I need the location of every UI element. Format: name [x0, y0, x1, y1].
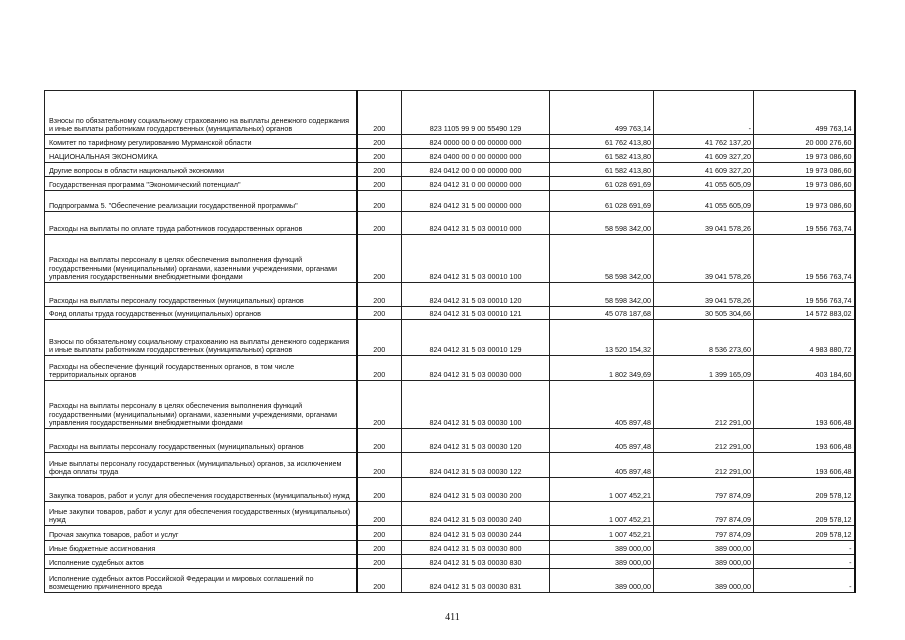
table-row: [45, 149, 855, 163]
row-value-3-cell: 193 606,48: [754, 453, 855, 478]
row-value-1-cell: 61 582 413,80: [550, 149, 654, 163]
row-value-2-cell: 389 000,00: [654, 569, 754, 593]
row-value-2-cell: 41 762 137,20: [654, 135, 754, 149]
row-kbk-cell: 824 0412 31 5 03 00010 100: [402, 235, 550, 283]
row-kbk-cell: 824 0412 31 0 00 00000 000: [402, 177, 550, 191]
row-code-cell: 200: [357, 429, 402, 453]
row-code-cell: 200: [357, 526, 402, 541]
table-row: [45, 212, 855, 235]
row-name-cell: Другие вопросы в области национальной экономики: [45, 163, 357, 177]
row-name-cell: Исполнение судебных актов: [45, 555, 357, 569]
row-value-2-cell: 41 055 605,09: [654, 191, 754, 212]
row-code-cell: 200: [357, 212, 402, 235]
row-value-3-cell: 19 556 763,74: [754, 212, 855, 235]
row-value-3-cell: 193 606,48: [754, 381, 855, 429]
row-name-cell: Расходы на выплаты персоналу государственных (муниципальных) органов: [45, 283, 357, 307]
row-code-cell: 200: [357, 356, 402, 381]
row-value-2-cell: 797 874,09: [654, 526, 754, 541]
table-row: [45, 478, 855, 502]
row-code-cell: 200: [357, 149, 402, 163]
row-value-2-cell: 389 000,00: [654, 541, 754, 555]
row-name-cell: Иные закупки товаров, работ и услуг для обеспечения государственных (муниципальных) нужд: [45, 502, 357, 526]
row-name-cell: Иные выплаты персоналу государственных (муниципальных) органов, за исключением фонда оплаты труда: [45, 453, 357, 478]
row-value-1-cell: 45 078 187,68: [550, 307, 654, 320]
row-value-2-cell: 30 505 304,66: [654, 307, 754, 320]
row-value-3-cell: 209 578,12: [754, 502, 855, 526]
row-code-cell: 200: [357, 283, 402, 307]
row-name-cell: Прочая закупка товаров, работ и услуг: [45, 526, 357, 541]
row-value-2-cell: 389 000,00: [654, 555, 754, 569]
row-kbk-cell: 824 0412 31 5 03 00010 121: [402, 307, 550, 320]
row-value-1-cell: 1 007 452,21: [550, 478, 654, 502]
row-value-3-cell: 193 606,48: [754, 429, 855, 453]
table-row: [45, 526, 855, 541]
row-value-3-cell: 4 983 880,72: [754, 320, 855, 356]
row-name-cell: Комитет по тарифному регулированию Мурманской области: [45, 135, 357, 149]
row-name-cell: Расходы на обеспечение функций государственных органов, в том числе территориальных органов: [45, 356, 357, 381]
row-value-1-cell: 405 897,48: [550, 381, 654, 429]
row-value-3-cell: -: [754, 555, 855, 569]
row-value-1-cell: 389 000,00: [550, 541, 654, 555]
row-value-1-cell: 61 028 691,69: [550, 191, 654, 212]
row-value-2-cell: 41 055 605,09: [654, 177, 754, 191]
row-code-cell: 200: [357, 235, 402, 283]
table-row: [45, 356, 855, 381]
row-kbk-cell: 824 0412 31 5 00 00000 000: [402, 191, 550, 212]
row-name-cell: Взносы по обязательному социальному страхованию на выплаты денежного содержания и иные выплаты работникам государственных (муниципальных) органов: [45, 91, 357, 135]
row-value-1-cell: 1 007 452,21: [550, 502, 654, 526]
table-row: [45, 307, 855, 320]
row-kbk-cell: 824 0400 00 0 00 00000 000: [402, 149, 550, 163]
row-kbk-cell: 824 0412 31 5 03 00010 000: [402, 212, 550, 235]
row-value-2-cell: 212 291,00: [654, 381, 754, 429]
row-code-cell: 200: [357, 320, 402, 356]
row-value-2-cell: 797 874,09: [654, 478, 754, 502]
row-kbk-cell: 824 0412 31 5 03 00030 831: [402, 569, 550, 593]
row-code-cell: 200: [357, 555, 402, 569]
row-value-1-cell: 61 028 691,69: [550, 177, 654, 191]
row-value-2-cell: 39 041 578,26: [654, 212, 754, 235]
table-row: [45, 429, 855, 453]
row-value-3-cell: 20 000 276,60: [754, 135, 855, 149]
table-row: [45, 191, 855, 212]
row-code-cell: 200: [357, 478, 402, 502]
row-value-2-cell: 797 874,09: [654, 502, 754, 526]
row-name-cell: Государственная программа "Экономический потенциал": [45, 177, 357, 191]
row-value-3-cell: 403 184,60: [754, 356, 855, 381]
row-value-1-cell: 58 598 342,00: [550, 283, 654, 307]
row-kbk-cell: 824 0412 31 5 03 00030 200: [402, 478, 550, 502]
row-name-cell: Исполнение судебных актов Российской Федерации и мировых соглашений по возмещению причиненного вреда: [45, 569, 357, 593]
table-row: [45, 541, 855, 555]
row-value-1-cell: 389 000,00: [550, 569, 654, 593]
row-value-2-cell: 41 609 327,20: [654, 149, 754, 163]
row-code-cell: 200: [357, 541, 402, 555]
row-name-cell: Расходы на выплаты персоналу государственных (муниципальных) органов: [45, 429, 357, 453]
row-value-1-cell: 1 007 452,21: [550, 526, 654, 541]
row-value-1-cell: 61 762 413,80: [550, 135, 654, 149]
row-name-cell: Закупка товаров, работ и услуг для обеспечения государственных (муниципальных) нужд: [45, 478, 357, 502]
row-kbk-cell: 824 0412 31 5 03 00030 800: [402, 541, 550, 555]
row-kbk-cell: 823 1105 99 9 00 55490 129: [402, 91, 550, 135]
row-value-2-cell: 212 291,00: [654, 429, 754, 453]
table-row: [45, 135, 855, 149]
row-kbk-cell: 824 0412 31 5 03 00030 122: [402, 453, 550, 478]
row-value-1-cell: 1 802 349,69: [550, 356, 654, 381]
row-value-2-cell: 39 041 578,26: [654, 235, 754, 283]
row-name-cell: Подпрограмма 5. "Обеспечение реализации государственной программы": [45, 191, 357, 212]
row-value-2-cell: 41 609 327,20: [654, 163, 754, 177]
row-value-3-cell: 19 973 086,60: [754, 191, 855, 212]
row-value-1-cell: 499 763,14: [550, 91, 654, 135]
row-kbk-cell: 824 0000 00 0 00 00000 000: [402, 135, 550, 149]
row-kbk-cell: 824 0412 31 5 03 00030 244: [402, 526, 550, 541]
row-value-2-cell: -: [654, 91, 754, 135]
row-code-cell: 200: [357, 381, 402, 429]
row-value-3-cell: 19 973 086,60: [754, 149, 855, 163]
row-kbk-cell: 824 0412 31 5 03 00030 000: [402, 356, 550, 381]
row-value-3-cell: -: [754, 541, 855, 555]
row-value-1-cell: 405 897,48: [550, 429, 654, 453]
row-name-cell: НАЦИОНАЛЬНАЯ ЭКОНОМИКА: [45, 149, 357, 163]
row-code-cell: 200: [357, 307, 402, 320]
row-value-3-cell: 19 556 763,74: [754, 235, 855, 283]
row-kbk-cell: 824 0412 00 0 00 00000 000: [402, 163, 550, 177]
row-value-2-cell: 39 041 578,26: [654, 283, 754, 307]
table-row: [45, 283, 855, 307]
table-row: [45, 381, 855, 429]
table-row: [45, 91, 855, 135]
budget-table-container: [44, 90, 854, 593]
row-code-cell: 200: [357, 135, 402, 149]
row-value-3-cell: 14 572 883,02: [754, 307, 855, 320]
row-value-1-cell: 58 598 342,00: [550, 235, 654, 283]
row-name-cell: Фонд оплаты труда государственных (муниципальных) органов: [45, 307, 357, 320]
row-value-1-cell: 405 897,48: [550, 453, 654, 478]
page-number: 411: [445, 612, 460, 623]
row-value-3-cell: 19 973 086,60: [754, 163, 855, 177]
row-value-2-cell: 8 536 273,60: [654, 320, 754, 356]
table-row: [45, 453, 855, 478]
table-row: [45, 235, 855, 283]
row-value-3-cell: 19 973 086,60: [754, 177, 855, 191]
row-value-3-cell: 19 556 763,74: [754, 283, 855, 307]
table-row: [45, 569, 855, 593]
row-name-cell: Расходы на выплаты по оплате труда работников государственных органов: [45, 212, 357, 235]
row-name-cell: Иные бюджетные ассигнования: [45, 541, 357, 555]
row-name-cell: Взносы по обязательному социальному страхованию на выплаты денежного содержания и иные выплаты работникам государственных (муниципальных) органов: [45, 320, 357, 356]
row-code-cell: 200: [357, 502, 402, 526]
row-kbk-cell: 824 0412 31 5 03 00010 129: [402, 320, 550, 356]
table-row: [45, 502, 855, 526]
budget-table: [44, 90, 856, 593]
row-name-cell: Расходы на выплаты персоналу в целях обеспечения выполнения функций государственными (муниципальными) органами, казенными учреждениями, органами управления государственными внебюджетными фондами: [45, 235, 357, 283]
row-value-1-cell: 13 520 154,32: [550, 320, 654, 356]
row-value-3-cell: 499 763,14: [754, 91, 855, 135]
row-code-cell: 200: [357, 177, 402, 191]
row-value-3-cell: 209 578,12: [754, 478, 855, 502]
row-kbk-cell: 824 0412 31 5 03 00030 830: [402, 555, 550, 569]
row-code-cell: 200: [357, 191, 402, 212]
row-code-cell: 200: [357, 453, 402, 478]
table-body: [45, 91, 855, 593]
row-code-cell: 200: [357, 163, 402, 177]
row-code-cell: 200: [357, 91, 402, 135]
table-row: [45, 320, 855, 356]
row-value-2-cell: 1 399 165,09: [654, 356, 754, 381]
row-kbk-cell: 824 0412 31 5 03 00030 120: [402, 429, 550, 453]
row-kbk-cell: 824 0412 31 5 03 00030 240: [402, 502, 550, 526]
table-row: [45, 555, 855, 569]
row-value-1-cell: 61 582 413,80: [550, 163, 654, 177]
row-code-cell: 200: [357, 569, 402, 593]
row-value-3-cell: 209 578,12: [754, 526, 855, 541]
table-row: [45, 163, 855, 177]
table-row: [45, 177, 855, 191]
row-name-cell: Расходы на выплаты персоналу в целях обеспечения выполнения функций государственными (муниципальными) органами, казенными учреждениями, органами управления государственными внебюджетными фондами: [45, 381, 357, 429]
row-value-1-cell: 389 000,00: [550, 555, 654, 569]
row-value-3-cell: -: [754, 569, 855, 593]
row-value-1-cell: 58 598 342,00: [550, 212, 654, 235]
row-kbk-cell: 824 0412 31 5 03 00010 120: [402, 283, 550, 307]
row-value-2-cell: 212 291,00: [654, 453, 754, 478]
row-kbk-cell: 824 0412 31 5 03 00030 100: [402, 381, 550, 429]
